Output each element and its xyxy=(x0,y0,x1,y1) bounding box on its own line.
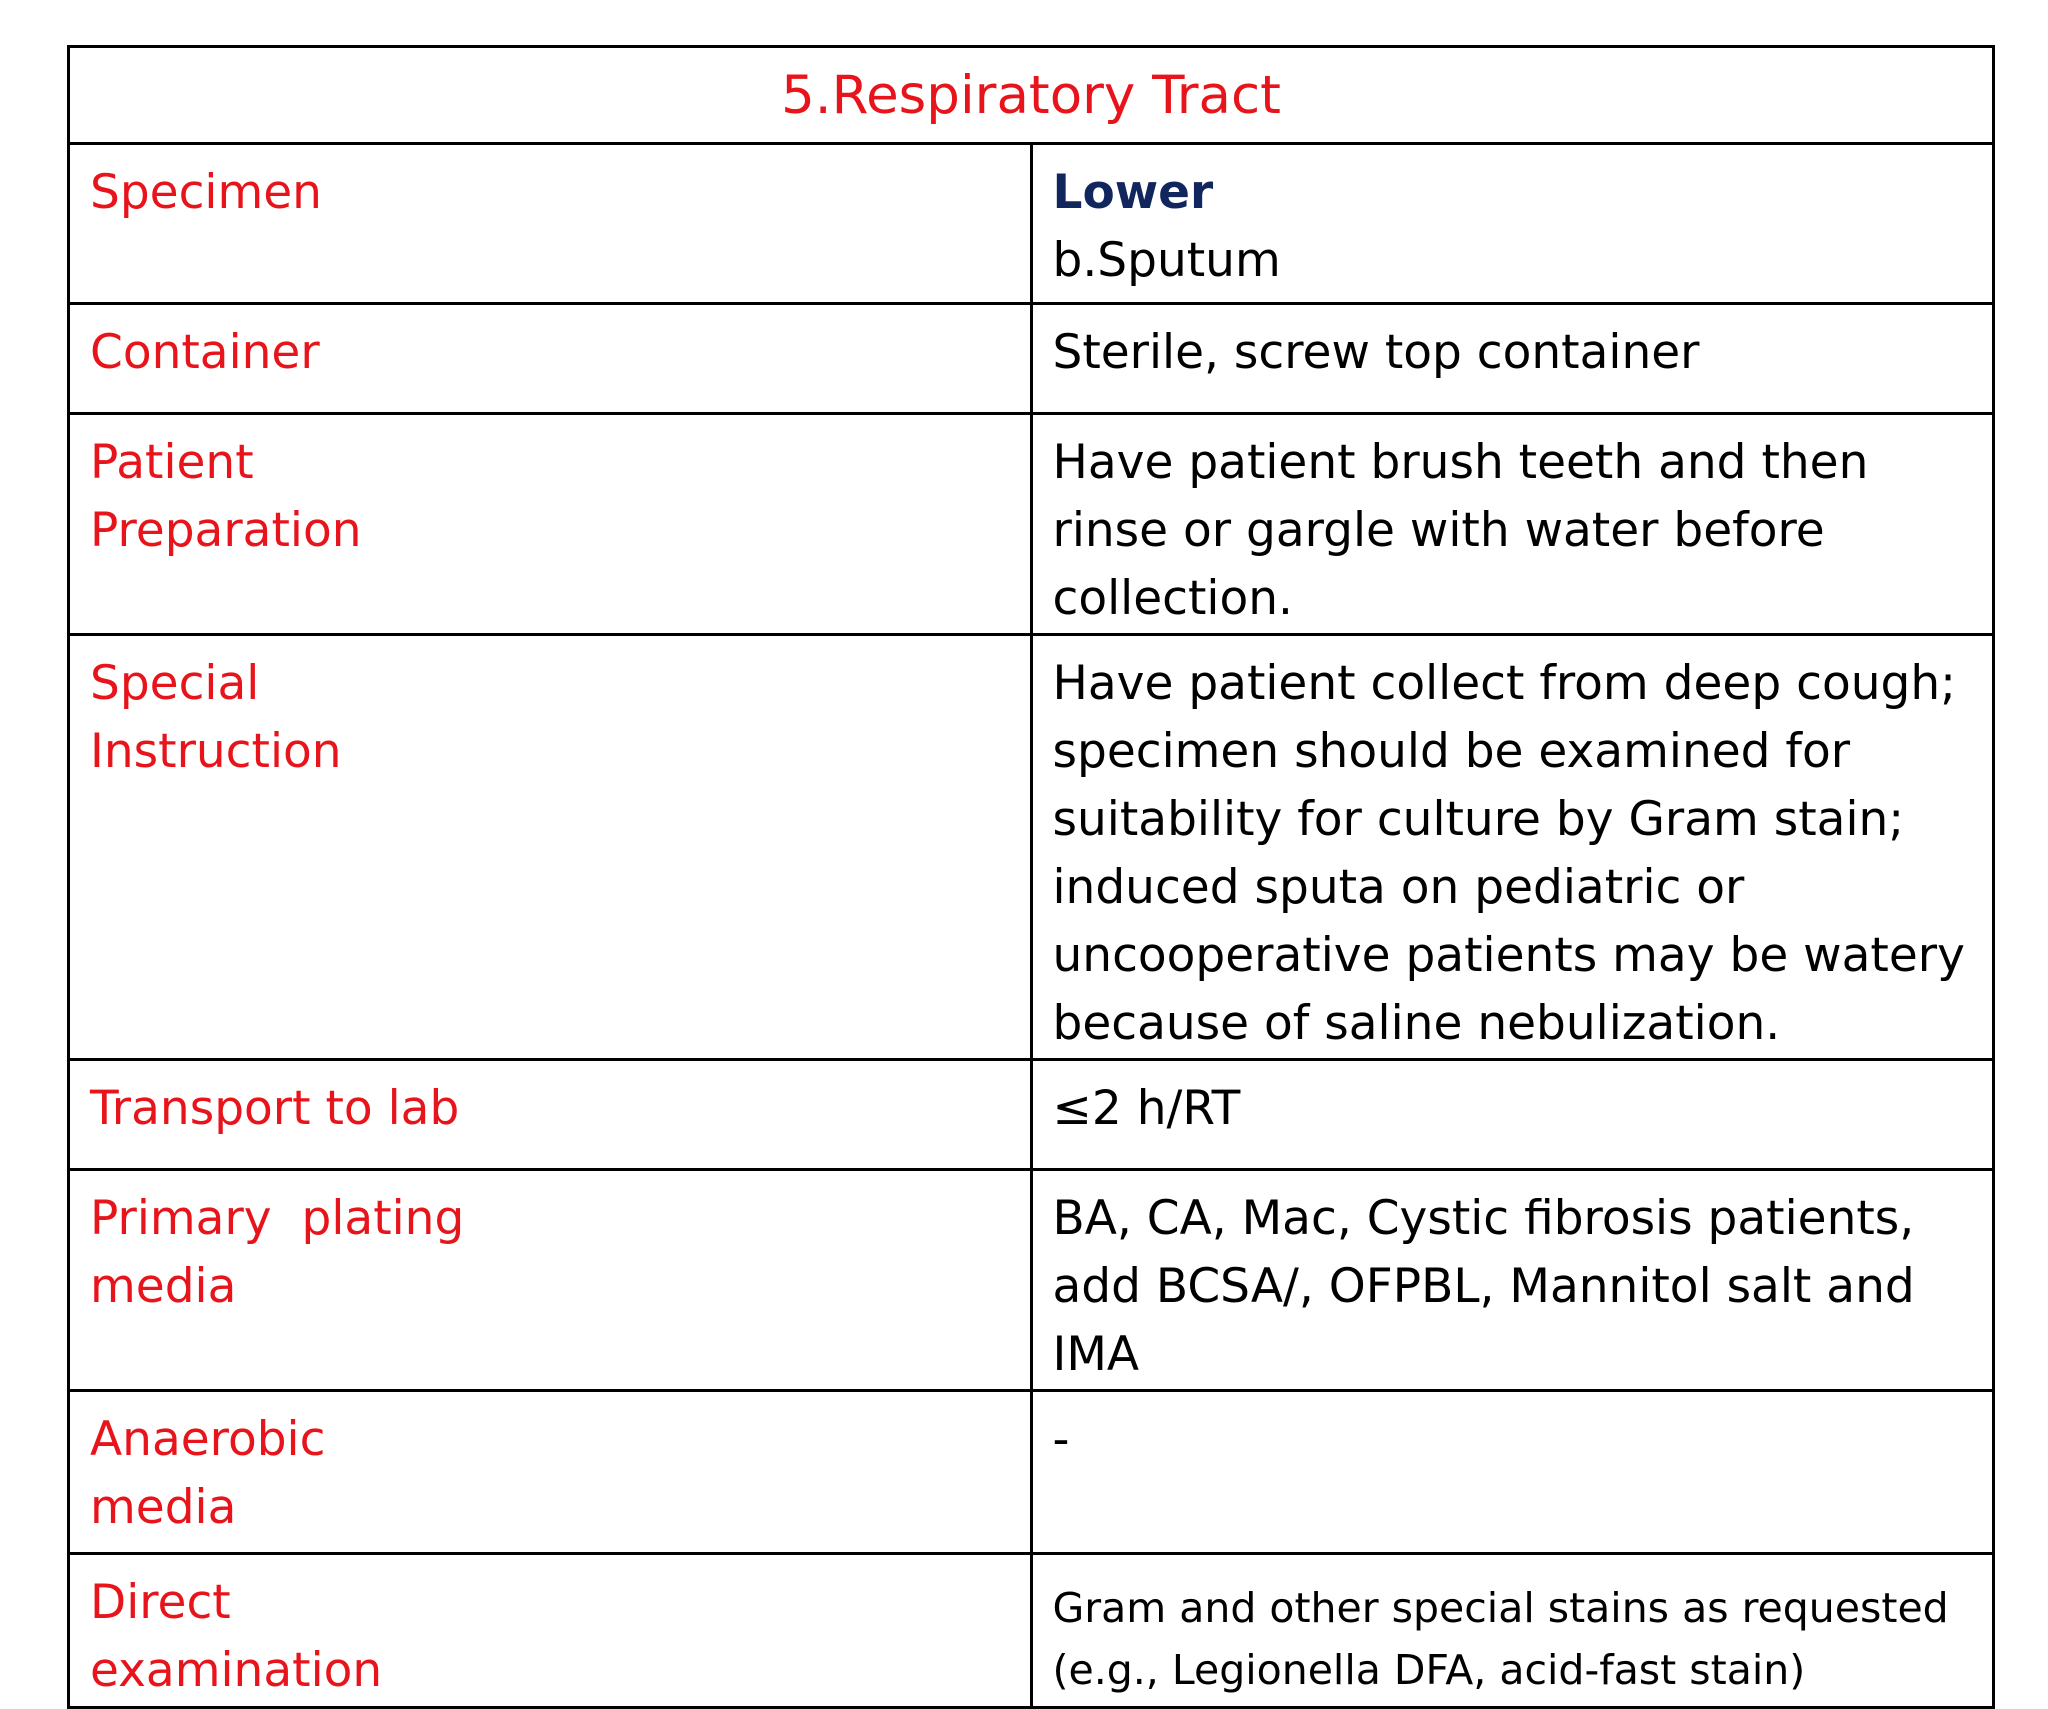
row-label-patient-preparation xyxy=(69,414,1032,635)
row-value-container xyxy=(1031,304,1994,414)
table-row-direct-examination xyxy=(69,1554,1994,1708)
table-row-anaerobic-media xyxy=(69,1391,1994,1554)
table-row-patient-preparation xyxy=(69,414,1994,635)
table-title: 5.Respiratory Tract xyxy=(69,47,1994,144)
row-label-text: Specimen xyxy=(90,165,322,220)
table-row-specimen xyxy=(69,144,1994,304)
row-value-text: Sterile, screw top container xyxy=(1052,325,1700,380)
row-value-text: Have patient collect from deep cough; specimen should be examined for suitability for culture by Gram stain; induced sputa on pediatric or uncooperative patients may be watery because of saline nebulization. xyxy=(1052,656,1965,1051)
table-row-primary-plating-media xyxy=(69,1170,1994,1391)
row-value-direct-examination xyxy=(1031,1554,1994,1708)
row-value-text: Have patient brush teeth and then rinse or gargle with water before collection. xyxy=(1052,435,1869,626)
row-value-anaerobic-media xyxy=(1031,1391,1994,1554)
row-value-patient-preparation xyxy=(1031,414,1994,635)
row-label-text: Transport to lab xyxy=(90,1081,460,1136)
row-label-text: Patient xyxy=(90,435,254,490)
row-label-text: examination xyxy=(90,1643,383,1698)
row-value-text: b.Sputum xyxy=(1052,233,1281,288)
row-value-text: BA, CA, Mac, Cystic fibrosis patients, add BCSA/, OFPBL, Mannitol salt and IMA xyxy=(1052,1191,1915,1382)
row-label-text: Direct xyxy=(90,1575,231,1630)
row-label-anaerobic-media xyxy=(69,1391,1032,1554)
row-value-transport xyxy=(1031,1060,1994,1170)
row-label-special-instruction xyxy=(69,635,1032,1060)
row-label-container xyxy=(69,304,1032,414)
row-label-transport xyxy=(69,1060,1032,1170)
row-value-specimen xyxy=(1031,144,1994,304)
specimen-subhead: Lower xyxy=(1052,165,1214,220)
specimen-table xyxy=(67,45,1995,1709)
row-value-text: ≤2 h/RT xyxy=(1052,1081,1241,1136)
row-label-direct-examination xyxy=(69,1554,1032,1708)
row-label-primary-plating-media xyxy=(69,1170,1032,1391)
row-label-text: Preparation xyxy=(90,503,362,558)
table-row-transport xyxy=(69,1060,1994,1170)
row-value-text: Gram and other special stains as requested (e.g., Legionella DFA, acid-fast stain) xyxy=(1052,1584,1949,1694)
title-row xyxy=(69,47,1994,144)
row-value-special-instruction xyxy=(1031,635,1994,1060)
row-label-text: Special xyxy=(90,656,260,711)
row-label-text: Instruction xyxy=(90,724,342,779)
row-label-text: Container xyxy=(90,325,320,380)
row-label-text: Primary plating xyxy=(90,1191,465,1246)
row-value-text: - xyxy=(1052,1412,1070,1467)
table-row-special-instruction xyxy=(69,635,1994,1060)
table-row-container xyxy=(69,304,1994,414)
row-label-text: media xyxy=(90,1259,237,1314)
row-label-text: media xyxy=(90,1480,237,1535)
row-label-specimen xyxy=(69,144,1032,304)
row-label-text: Anaerobic xyxy=(90,1412,326,1467)
row-value-primary-plating-media xyxy=(1031,1170,1994,1391)
